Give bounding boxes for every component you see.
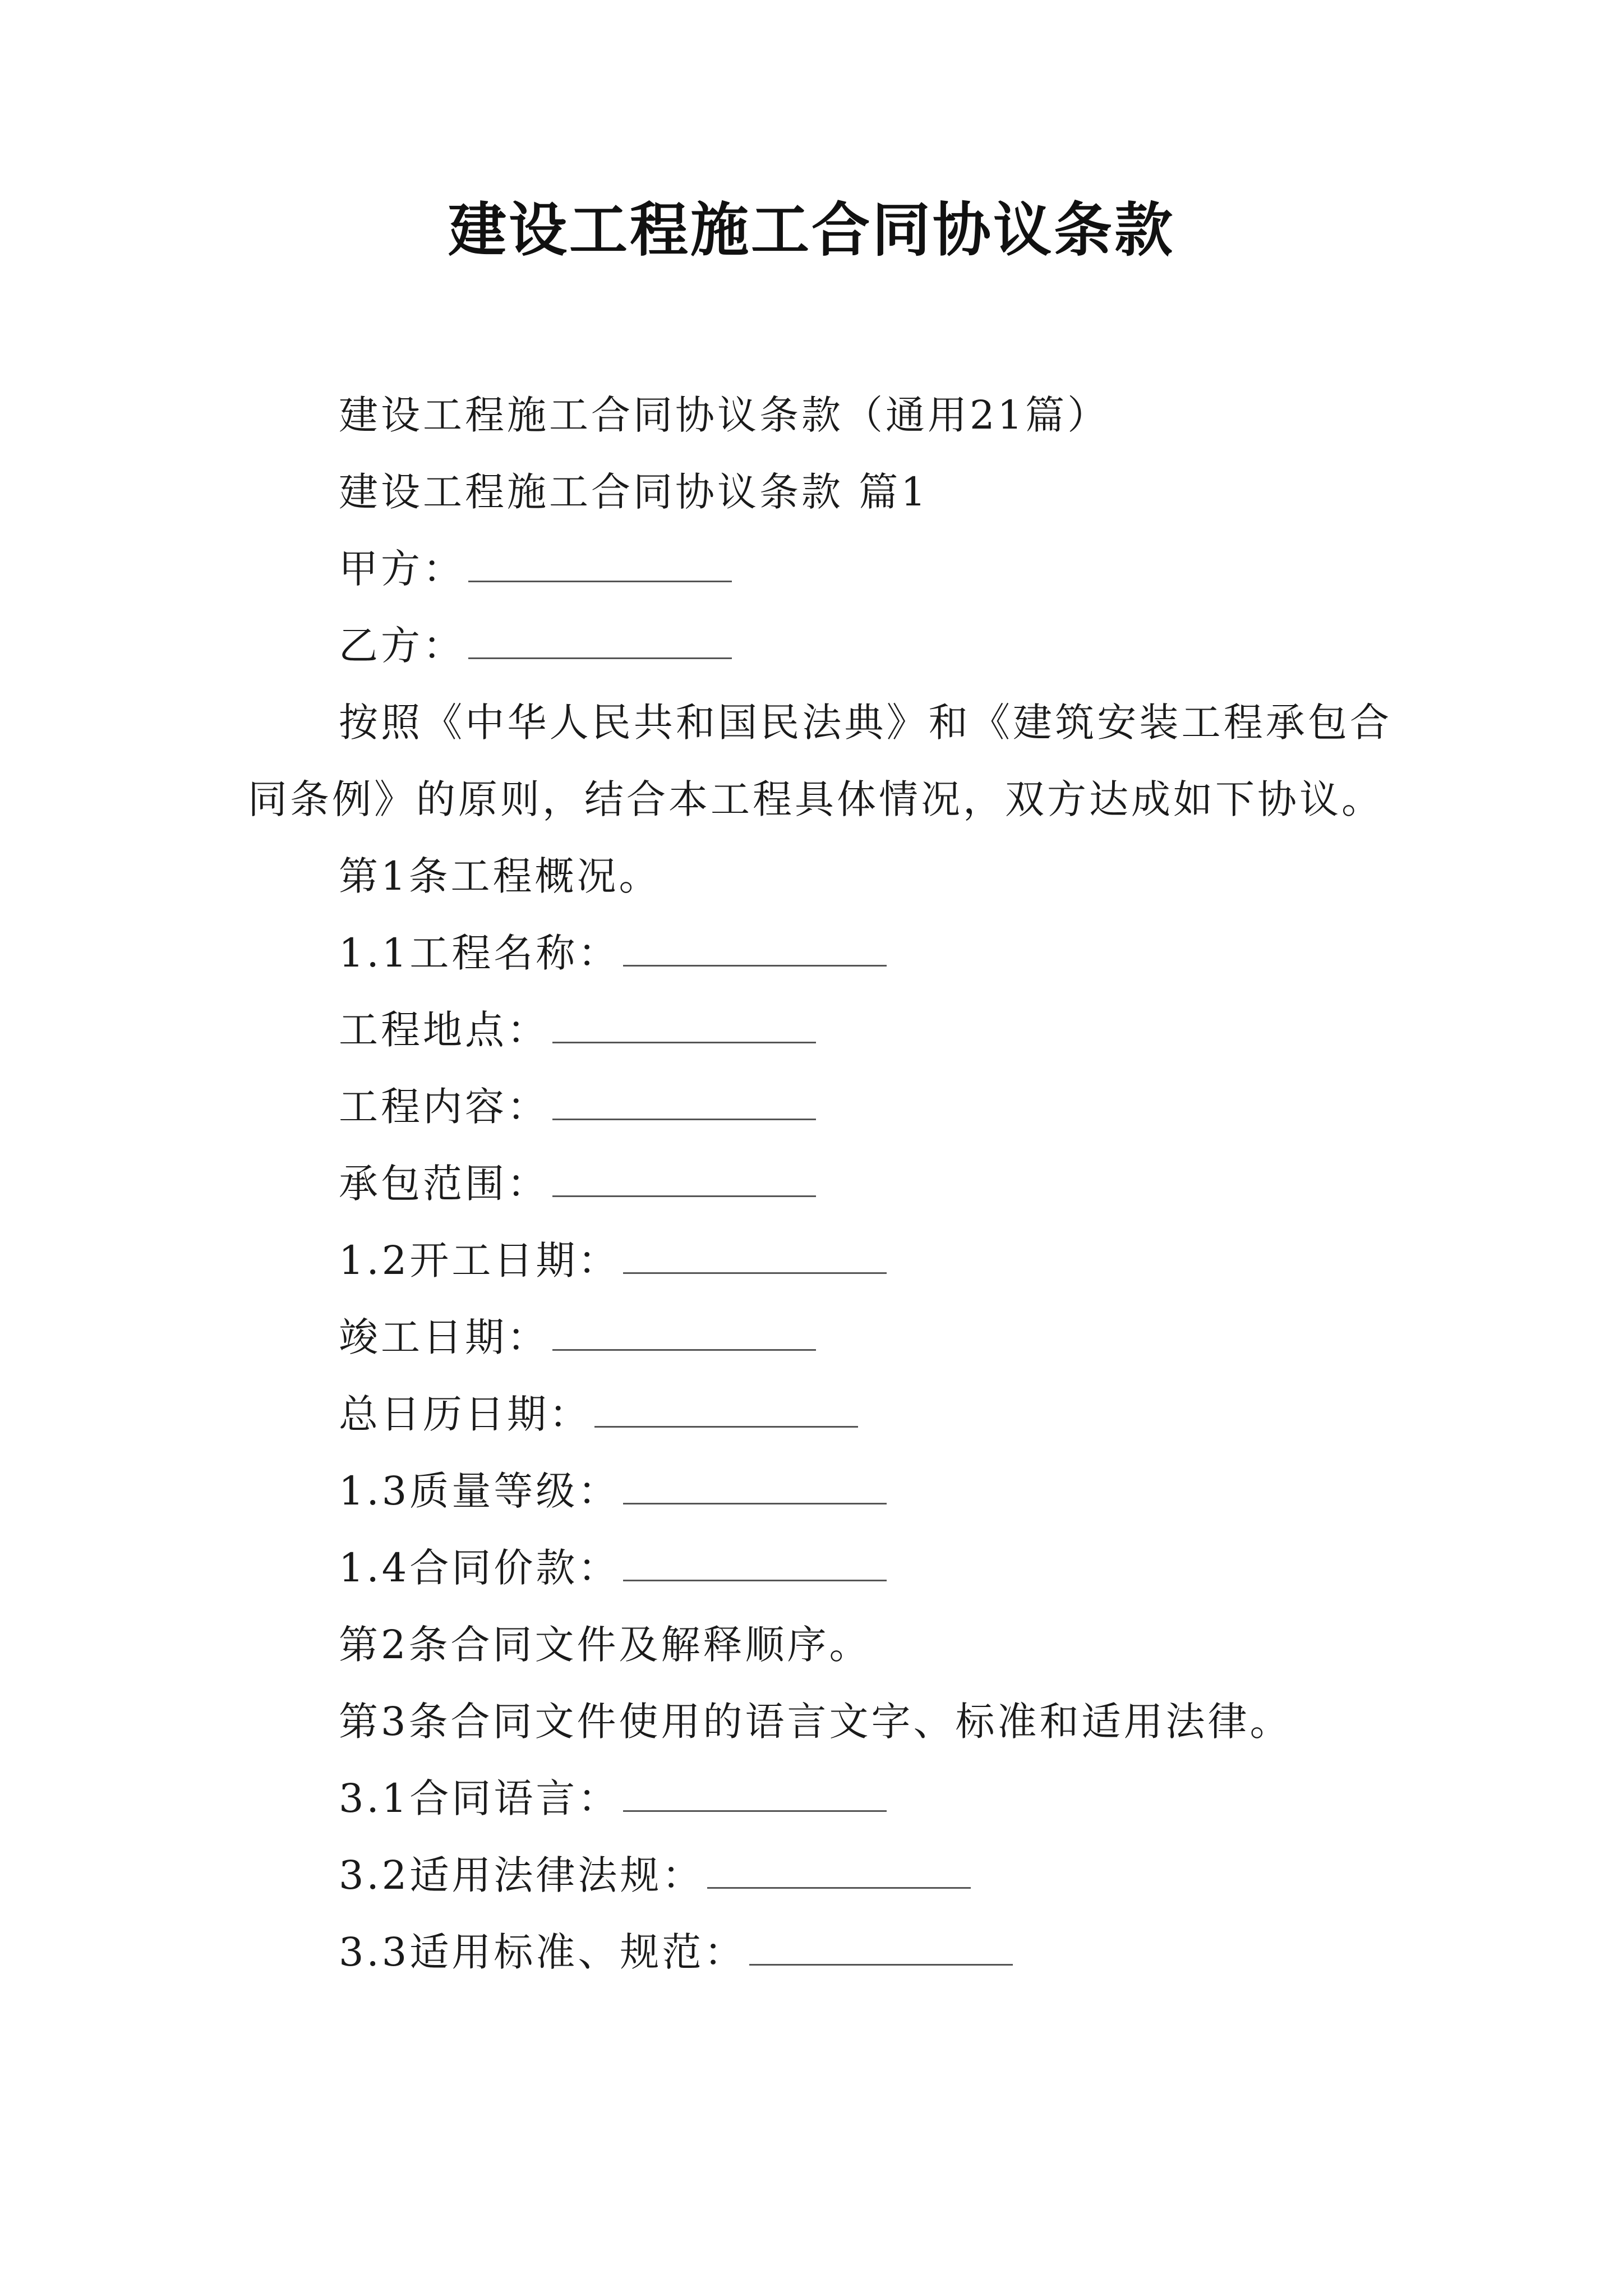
field-blank bbox=[594, 1392, 858, 1428]
field-label: 3.1合同语言： bbox=[339, 1775, 620, 1821]
party-a-line bbox=[248, 531, 1392, 608]
field-label: 竣工日期： bbox=[339, 1314, 549, 1360]
field-line bbox=[248, 1760, 1392, 1837]
field-line bbox=[248, 1453, 1392, 1530]
party-b-blank bbox=[468, 624, 732, 659]
field-blank bbox=[707, 1853, 971, 1889]
field-line bbox=[248, 992, 1392, 1069]
field-label: 3.2适用法律法规： bbox=[339, 1852, 704, 1898]
field-label: 承包范围： bbox=[339, 1161, 549, 1207]
field-label: 1.3质量等级： bbox=[339, 1468, 620, 1514]
field-blank bbox=[552, 1008, 816, 1043]
field-line bbox=[248, 1299, 1392, 1376]
field-line bbox=[248, 1837, 1392, 1914]
field-label: 3.3适用标准、规范： bbox=[339, 1929, 746, 1975]
field-line bbox=[248, 1376, 1392, 1453]
field-label: 总日历日期： bbox=[339, 1391, 591, 1437]
field-line bbox=[248, 915, 1392, 992]
article-2-heading: 第2条合同文件及解释顺序。 bbox=[339, 1622, 872, 1668]
article-3-heading: 第3条合同文件使用的语言文字、标准和适用法律。 bbox=[339, 1699, 1292, 1745]
article-1-heading: 第1条工程概况。 bbox=[339, 853, 661, 899]
document-subtitle: 建设工程施工合同协议条款（通用21篇） bbox=[339, 392, 1110, 438]
field-blank bbox=[623, 1469, 887, 1504]
field-blank bbox=[552, 1162, 816, 1197]
field-line bbox=[248, 1145, 1392, 1222]
section-heading: 建设工程施工合同协议条款 篇1 bbox=[339, 469, 929, 515]
field-blank bbox=[552, 1085, 816, 1120]
field-blank bbox=[623, 931, 887, 967]
field-blank bbox=[623, 1777, 887, 1812]
party-b-line bbox=[248, 608, 1392, 684]
field-label: 1.1工程名称： bbox=[339, 930, 620, 976]
party-a-label: 甲方： bbox=[339, 546, 465, 592]
party-a-blank bbox=[468, 547, 732, 582]
field-blank bbox=[749, 1930, 1013, 1966]
field-line bbox=[248, 1069, 1392, 1145]
field-blank bbox=[552, 1315, 816, 1351]
field-line bbox=[248, 1530, 1392, 1607]
intro-paragraph: 按照《中华人民共和国民法典》和《建筑安装工程承包合同条例》的原则，结合本工程具体情况，双方达成如下协议。 bbox=[248, 700, 1392, 822]
document-title: 建设工程施工合同协议条款 bbox=[448, 195, 1175, 264]
field-blank bbox=[623, 1546, 887, 1581]
field-label: 1.4合同价款： bbox=[339, 1545, 620, 1591]
field-label: 工程内容： bbox=[339, 1084, 549, 1130]
field-line bbox=[248, 1222, 1392, 1299]
document-body bbox=[248, 377, 1392, 1991]
field-line bbox=[248, 1914, 1392, 1991]
party-b-label: 乙方： bbox=[339, 623, 465, 669]
field-label: 1.2开工日期： bbox=[339, 1237, 620, 1283]
field-label: 工程地点： bbox=[339, 1007, 549, 1053]
field-blank bbox=[623, 1239, 887, 1274]
